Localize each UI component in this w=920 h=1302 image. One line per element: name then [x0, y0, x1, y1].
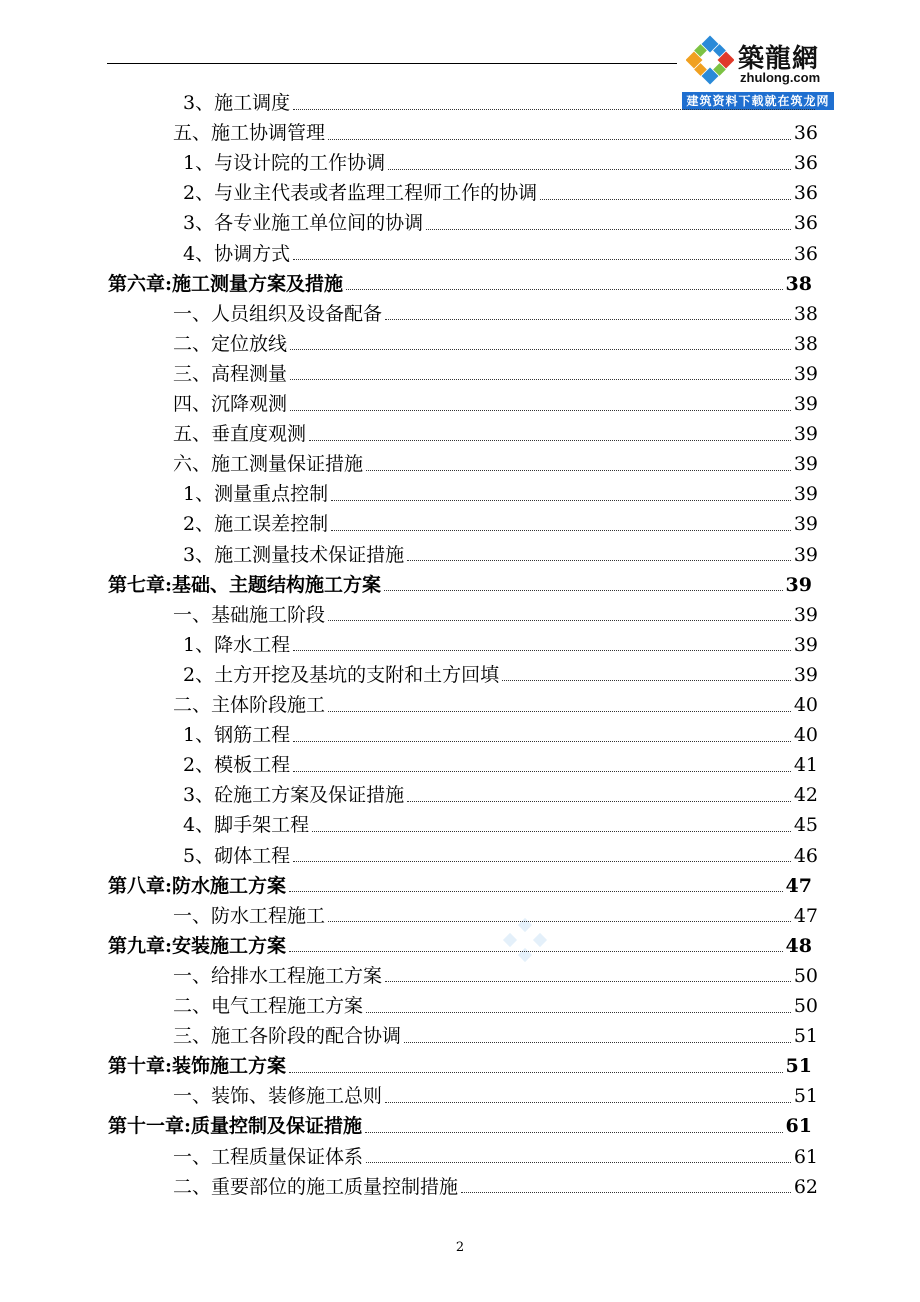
toc-entry-row[interactable] — [173, 419, 818, 449]
toc-entry-page: 61 — [785, 1115, 812, 1138]
toc-entry-row[interactable] — [173, 690, 818, 720]
toc-entry-page: 39 — [793, 663, 818, 686]
toc-entry-title: 防水工程施工 — [211, 904, 326, 927]
toc-entry-row[interactable] — [183, 88, 818, 118]
toc-entry-title: 与业主代表或者监理工程师工作的协调 — [214, 182, 538, 205]
toc-entry-title: 防水施工方案 — [172, 874, 287, 897]
toc-entry-page: 50 — [793, 995, 818, 1017]
toc-entry-page: 38 — [793, 332, 818, 355]
toc-entry-number: 第六章: — [108, 272, 173, 295]
toc-entry-page: 51 — [793, 1025, 818, 1048]
toc-entry-row[interactable] — [173, 961, 818, 991]
toc-entry-row[interactable] — [173, 449, 818, 479]
toc-chapter-row[interactable] — [108, 570, 812, 600]
toc-dot-leader — [293, 650, 791, 651]
toc-entry-page: 39 — [793, 453, 818, 476]
toc-dot-leader — [328, 620, 791, 621]
toc-entry-title: 重要部位的施工质量控制措施 — [211, 1175, 459, 1198]
toc-entry-page: 41 — [793, 754, 818, 777]
toc-dot-leader — [366, 470, 791, 471]
toc-dot-leader — [366, 1012, 791, 1013]
toc-entry-number: 1、 — [183, 483, 215, 506]
toc-dot-leader — [289, 1072, 783, 1073]
toc-entry-number: 二、 — [173, 995, 212, 1017]
toc-entry-page: 36 — [793, 122, 818, 145]
toc-entry-page: 40 — [793, 724, 818, 747]
toc-entry-page: 36 — [793, 182, 818, 205]
toc-entry-page: 45 — [793, 814, 818, 837]
toc-entry-row[interactable] — [183, 841, 818, 871]
toc-entry-number: 3、 — [183, 784, 215, 807]
toc-entry-page: 36 — [793, 152, 818, 175]
toc-dot-leader — [293, 741, 791, 742]
toc-entry-row[interactable] — [173, 991, 818, 1021]
toc-entry-row[interactable] — [183, 509, 818, 539]
toc-entry-title: 人员组织及设备配备 — [211, 302, 383, 325]
toc-entry-number: 一、 — [173, 964, 212, 987]
toc-entry-row[interactable] — [173, 299, 818, 329]
toc-dot-leader — [404, 1042, 791, 1043]
toc-entry-title: 施工调度 — [214, 92, 291, 114]
toc-entry-title: 施工误差控制 — [214, 513, 329, 536]
toc-dot-leader — [289, 951, 783, 952]
header-rule — [107, 63, 677, 64]
toc-dot-leader — [346, 289, 783, 290]
toc-entry-title: 施工协调管理 — [211, 122, 326, 145]
toc-entry-title: 各专业施工单位间的协调 — [214, 212, 424, 235]
toc-entry-title: 砌体工程 — [214, 844, 291, 867]
toc-entry-page: 39 — [793, 543, 818, 566]
toc-entry-page: 42 — [793, 784, 818, 807]
toc-dot-leader — [331, 500, 791, 501]
toc-entry-title: 钢筋工程 — [214, 724, 291, 747]
toc-dot-leader — [290, 349, 791, 350]
toc-entry-page: 38 — [793, 302, 818, 325]
toc-entry-number: 1、 — [183, 724, 215, 747]
toc-entry-page: 39 — [793, 513, 818, 536]
toc-entry-page: 38 — [785, 272, 812, 295]
toc-entry-title: 测量重点控制 — [214, 483, 329, 506]
page-number: 2 — [455, 1240, 465, 1255]
toc-entry-row[interactable] — [173, 600, 818, 630]
toc-entry-number: 1、 — [183, 152, 215, 175]
toc-dot-leader — [328, 711, 791, 712]
toc-entry-row[interactable] — [173, 329, 818, 359]
toc-entry-row[interactable] — [183, 479, 818, 509]
toc-entry-title: 垂直度观测 — [211, 423, 307, 446]
logo-domain: zhulong.com — [740, 70, 821, 85]
toc-entry-number: 3、 — [183, 543, 215, 566]
toc-dot-leader — [293, 861, 791, 862]
toc-entry-number: 第八章: — [108, 874, 173, 897]
toc-entry-page: 47 — [793, 904, 818, 927]
toc-entry-row[interactable] — [183, 208, 818, 238]
toc-entry-title: 定位放线 — [211, 332, 288, 355]
toc-dot-leader — [328, 139, 791, 140]
logo-chinese-name: 築龍網 — [738, 44, 820, 74]
toc-chapter-row[interactable] — [108, 1111, 812, 1141]
toc-entry-number: 2、 — [183, 182, 215, 205]
toc-entry-page: 39 — [793, 423, 818, 446]
toc-entry-row[interactable] — [173, 1021, 818, 1051]
toc-entry-number: 一、 — [173, 603, 212, 626]
toc-entry-page: 50 — [793, 964, 818, 987]
toc-dot-leader — [407, 560, 791, 561]
toc-entry-page: 40 — [793, 694, 818, 716]
toc-entry-number: 3、 — [183, 92, 215, 114]
toc-chapter-row[interactable] — [108, 1051, 812, 1081]
toc-entry-page: 39 — [793, 603, 818, 626]
toc-entry-row[interactable] — [173, 118, 818, 148]
toc-entry-page: 61 — [793, 1145, 818, 1168]
toc-entry-number: 三、 — [173, 1025, 212, 1048]
toc-entry-title: 基础、主题结构施工方案 — [172, 573, 382, 596]
toc-entry-row[interactable] — [173, 1172, 818, 1202]
toc-entry-row[interactable] — [183, 540, 818, 570]
toc-entry-title: 施工测量保证措施 — [211, 453, 364, 476]
toc-entry-page: 39 — [793, 633, 818, 656]
toc-entry-title: 质量控制及保证措施 — [191, 1115, 363, 1138]
toc-dot-leader — [293, 771, 791, 772]
toc-entry-title: 施工测量技术保证措施 — [214, 543, 405, 566]
toc-dot-leader — [502, 680, 791, 681]
toc-entry-title: 装饰、装修施工总则 — [211, 1085, 383, 1108]
toc-dot-leader — [290, 379, 791, 380]
toc-entry-number: 第七章: — [108, 573, 173, 596]
toc-dot-leader — [293, 109, 815, 110]
toc-entry-page: 47 — [785, 874, 812, 897]
toc-entry-number: 四、 — [173, 393, 212, 415]
toc-entry-row[interactable] — [173, 1081, 818, 1111]
toc-dot-leader — [426, 229, 791, 230]
toc-entry-number: 第九章: — [108, 934, 173, 957]
toc-entry-title: 施工各阶段的配合协调 — [211, 1025, 402, 1048]
toc-entry-page: 39 — [785, 573, 812, 596]
toc-entry-page: 39 — [793, 483, 818, 506]
toc-entry-title: 砼施工方案及保证措施 — [214, 784, 405, 807]
toc-entry-row[interactable] — [183, 810, 818, 840]
toc-entry-title: 协调方式 — [214, 242, 291, 265]
toc-entry-number: 一、 — [173, 904, 212, 927]
toc-dot-leader — [540, 199, 791, 200]
toc-chapter-row[interactable] — [108, 931, 812, 961]
toc-entry-number: 二、 — [173, 1175, 212, 1198]
toc-entry-number: 4、 — [183, 242, 215, 265]
toc-dot-leader — [365, 1132, 783, 1133]
toc-entry-title: 工程质量保证体系 — [211, 1145, 364, 1168]
toc-entry-title: 装饰施工方案 — [172, 1055, 287, 1078]
toc-entry-row[interactable] — [183, 630, 818, 660]
toc-entry-row[interactable] — [183, 660, 818, 690]
toc-entry-title: 安装施工方案 — [172, 934, 287, 957]
toc-entry-page: 39 — [793, 362, 818, 385]
toc-entry-row[interactable] — [173, 389, 818, 419]
toc-entry-title: 基础施工阶段 — [211, 603, 326, 626]
toc-entry-number: 3、 — [183, 212, 215, 235]
toc-entry-row[interactable] — [183, 148, 818, 178]
toc-entry-number: 4、 — [183, 814, 215, 837]
toc-dot-leader — [328, 921, 791, 922]
toc-entry-number: 第十章: — [108, 1055, 173, 1078]
toc-entry-number: 第十一章: — [108, 1115, 192, 1138]
toc-entry-page: 39 — [793, 393, 818, 415]
toc-entry-title: 施工测量方案及措施 — [172, 272, 344, 295]
toc-dot-leader — [385, 981, 791, 982]
toc-entry-number: 2、 — [183, 663, 215, 686]
toc-entry-title: 主体阶段施工 — [211, 694, 326, 716]
toc-entry-row[interactable] — [183, 720, 818, 750]
toc-entry-page: 51 — [793, 1085, 818, 1108]
toc-entry-title: 降水工程 — [214, 633, 291, 656]
toc-entry-number: 五、 — [173, 122, 212, 145]
toc-entry-row[interactable] — [173, 359, 818, 389]
toc-entry-page: 62 — [793, 1175, 818, 1198]
toc-entry-page: 48 — [785, 934, 812, 957]
toc-entry-number: 5、 — [183, 844, 215, 867]
toc-entry-page: 36 — [793, 242, 818, 265]
toc-dot-leader — [366, 1162, 791, 1163]
toc-entry-number: 2、 — [183, 513, 215, 536]
toc-entry-number: 五、 — [173, 423, 212, 446]
toc-entry-row[interactable] — [183, 780, 818, 810]
toc-entry-row[interactable] — [183, 178, 818, 208]
toc-dot-leader — [385, 1102, 791, 1103]
toc-dot-leader — [461, 1192, 791, 1193]
toc-entry-number: 一、 — [173, 1145, 212, 1168]
toc-entry-page: 36 — [793, 212, 818, 235]
toc-dot-leader — [290, 410, 791, 411]
zhulong-logo-icon — [686, 34, 734, 88]
toc-dot-leader — [312, 831, 791, 832]
toc-dot-leader — [331, 530, 791, 531]
toc-entry-title: 高程测量 — [211, 362, 288, 385]
toc-entry-number: 一、 — [173, 302, 212, 325]
toc-entry-number: 一、 — [173, 1085, 212, 1108]
toc-chapter-row[interactable] — [108, 269, 812, 299]
toc-entry-title: 给排水工程施工方案 — [211, 964, 383, 987]
toc-dot-leader — [289, 891, 783, 892]
toc-dot-leader — [293, 259, 791, 260]
toc-dot-leader — [309, 440, 791, 441]
toc-entry-row[interactable] — [173, 901, 818, 931]
toc-chapter-row[interactable] — [108, 871, 812, 901]
toc-entry-number: 三、 — [173, 362, 212, 385]
toc-dot-leader — [407, 801, 791, 802]
toc-entry-number: 六、 — [173, 453, 212, 476]
toc-entry-row[interactable] — [173, 1142, 818, 1172]
toc-entry-page: 46 — [793, 844, 818, 867]
toc-entry-title: 模板工程 — [214, 754, 291, 777]
toc-entry-number: 2、 — [183, 754, 215, 777]
toc-entry-row[interactable] — [183, 239, 818, 269]
toc-dot-leader — [388, 169, 791, 170]
toc-entry-title: 与设计院的工作协调 — [214, 152, 386, 175]
toc-entry-number: 二、 — [173, 694, 212, 716]
logo-banner: 建筑资料下载就在筑龙网 — [682, 92, 834, 110]
toc-entry-row[interactable] — [183, 750, 818, 780]
toc-entry-title: 脚手架工程 — [214, 814, 310, 837]
toc-dot-leader — [385, 319, 791, 320]
toc-entry-title: 电气工程施工方案 — [211, 995, 364, 1017]
toc-entry-number: 1、 — [183, 633, 215, 656]
toc-entry-title: 土方开挖及基坑的支附和土方回填 — [214, 663, 500, 686]
toc-entry-number: 二、 — [173, 332, 212, 355]
toc-dot-leader — [384, 590, 783, 591]
toc-entry-page: 51 — [785, 1055, 812, 1078]
toc-entry-title: 沉降观测 — [211, 393, 288, 415]
